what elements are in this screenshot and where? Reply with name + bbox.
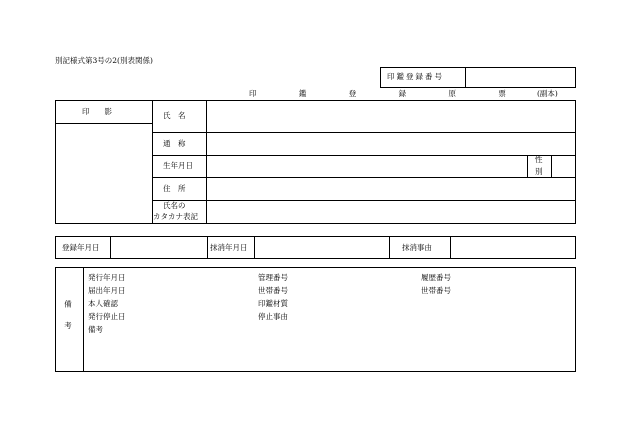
gender-label-top: 性 <box>535 155 543 164</box>
remarks-item: 世帯番号 <box>258 286 288 295</box>
remarks-item: 発行停止日 <box>88 312 126 321</box>
katakana-field[interactable] <box>207 201 575 223</box>
gender-field[interactable] <box>552 156 575 177</box>
katakana-label-bottom: カタカナ表記 <box>153 212 198 221</box>
reg-date-field[interactable] <box>111 237 206 258</box>
cancel-reason-field[interactable] <box>451 237 575 258</box>
remarks-side-label: 備考 <box>63 300 73 343</box>
remarks-item: 印鑑材質 <box>258 299 288 308</box>
copy-note: (副本) <box>537 89 558 98</box>
alias-label: 通 称 <box>163 139 186 148</box>
address-field[interactable] <box>207 178 575 200</box>
remarks-item: 履歴番号 <box>421 273 451 282</box>
name-label: 氏 名 <box>163 111 186 120</box>
cancel-date-label: 抹消年月日 <box>210 243 248 252</box>
reg-number-label: 印鑑登録番号 <box>387 72 444 81</box>
remarks-item: 停止事由 <box>258 312 288 321</box>
reg-date-label: 登録年月日 <box>62 243 100 252</box>
seal-area[interactable] <box>56 124 151 223</box>
katakana-label-top: 氏名の <box>163 201 186 210</box>
cancel-reason-label: 抹消事由 <box>402 243 432 252</box>
remarks-item: 発行年月日 <box>88 273 126 282</box>
birthdate-field[interactable] <box>207 156 527 177</box>
name-field[interactable] <box>207 101 575 132</box>
form-label: 別記様式第3号の2(別表関係) <box>55 56 153 65</box>
cancel-date-field[interactable] <box>255 237 388 258</box>
remarks-item: 備考 <box>88 325 103 334</box>
remarks-item: 本人確認 <box>88 299 118 308</box>
alias-field[interactable] <box>207 133 575 155</box>
gender-label-bottom: 別 <box>535 167 543 176</box>
remarks-box <box>55 267 576 372</box>
form-title: 印 鑑 登 録 原 票 <box>249 89 526 98</box>
address-label: 住 所 <box>163 184 186 193</box>
remarks-item: 世帯番号 <box>421 286 451 295</box>
seal-label: 印 影 <box>82 107 112 116</box>
remarks-item: 管理番号 <box>258 273 288 282</box>
remarks-item: 届出年月日 <box>88 286 126 295</box>
birthdate-label: 生年月日 <box>163 161 193 170</box>
